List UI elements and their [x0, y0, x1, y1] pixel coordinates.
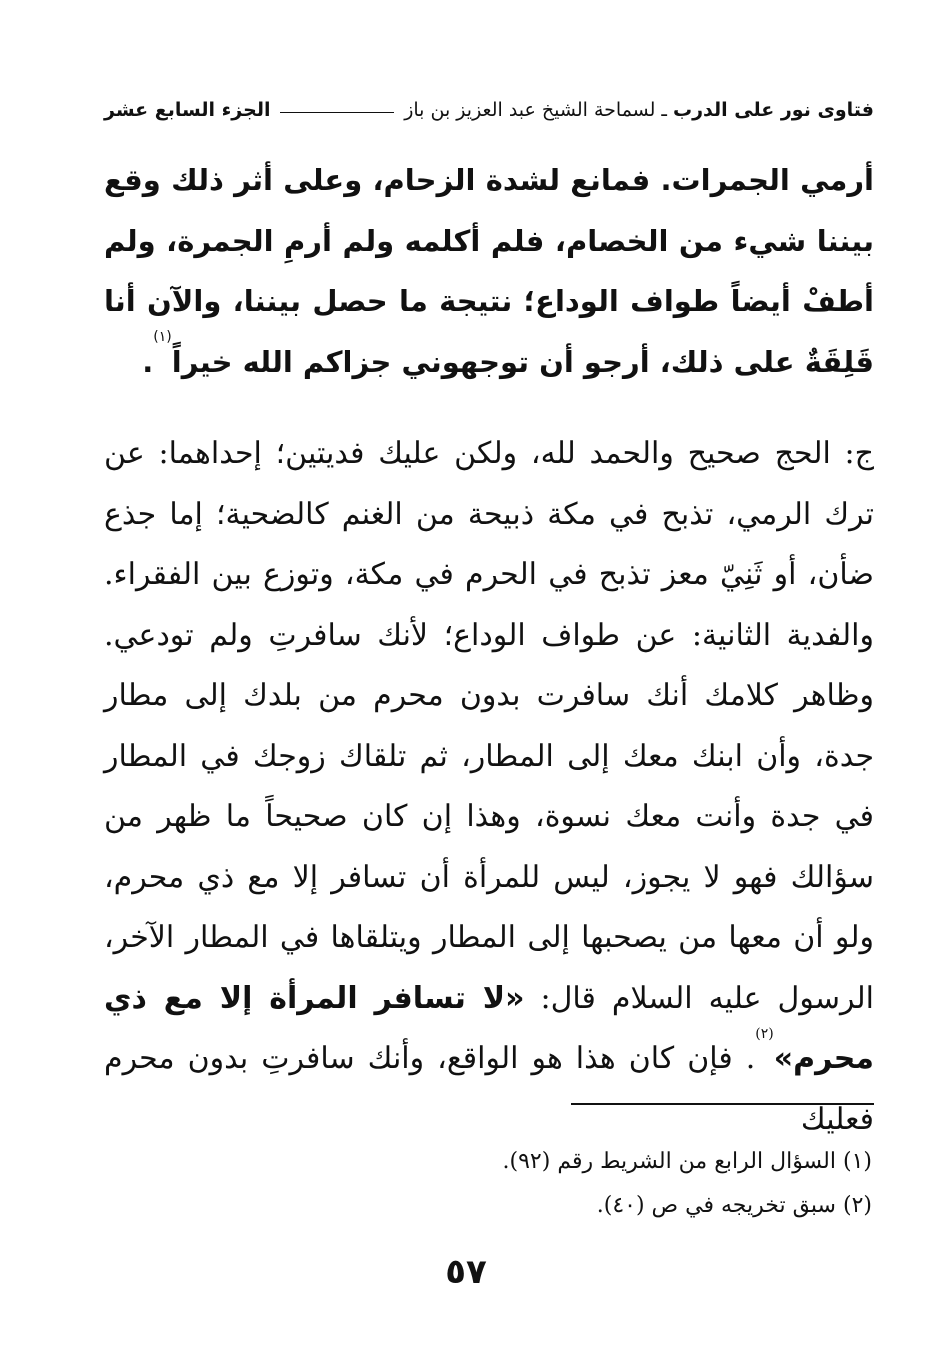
header-author: لسماحة الشيخ عبد العزيز بن باز — [404, 99, 656, 121]
volume-label: الجزء السابع عشر — [104, 99, 271, 121]
hadith-quote: «لا تسافر المرأة إلا مع ذي محرم» — [104, 980, 874, 1076]
footnotes — [104, 1140, 872, 1228]
footnote-1: (١) السؤال الرابع من الشريط رقم (٩٢). — [502, 1149, 872, 1174]
question-text: أرمي الجمرات. فمانع لشدة الزحام، وعلى أثر ذلك وقع بيننا شيء من الخصام، فلم أكلمه ولم أرمِ الجمرة، ولم أطفْ أيضاً طواف الوداع؛ نتيجة ما حصل بيننا، والآن أنا قَلِقَةٌ على ذلك، أرجو أن توجهوني جزاكم الله خيراً — [104, 163, 874, 379]
answer-text-continued: . فإن كان هذا هو الواقع، وأنك سافرتِ بدون محرم فعليك — [104, 1041, 874, 1137]
footnote-ref-2: (٢) — [755, 1026, 774, 1042]
question-paragraph — [104, 150, 874, 392]
header-rule — [280, 112, 394, 113]
answer-paragraph — [104, 424, 874, 1150]
question-end: . — [142, 344, 154, 379]
footnote-ref-1: (١) — [153, 328, 172, 345]
running-header — [104, 94, 874, 126]
page-number: ٥٧ — [445, 1252, 487, 1292]
book-title: فتاوى نور على الدرب — [673, 99, 874, 121]
header-dash: ـ — [661, 99, 667, 121]
footnote-separator — [571, 1103, 874, 1105]
answer-text: ج: الحج صحيح والحمد لله، ولكن عليك فديتين؛ إحداهما: عن ترك الرمي، تذبح في مكة ذبيحة من الغنم كالضحية؛ إما جذع ضأن، أو ثَنِيّ معز تذبح في الحرم في مكة، وتوزع بين الفقراء. والفدية الثانية: عن طواف الوداع؛ لأنك سافرتِ ولم تودعي. وظاهر كلامك أنك سافرت بدون محرم من بلدك إلى مطار جدة، وأن ابنك معك إلى المطار، ثم تلقاك زوجك في المطار في جدة وأنت معك نسوة، وهذا إن كان صحيحاً ما ظهر من سؤالك فهو لا يجوز، ليس للمرأة أن تسافر إلا مع ذي محرم، ولو أن معها من يصحبها إلى المطار ويتلقاها في المطار الآخر، الرسول عليه السلام قال: — [104, 436, 875, 1016]
footnote-2: (٢) سبق تخريجه في ص (٤٠). — [596, 1193, 872, 1218]
